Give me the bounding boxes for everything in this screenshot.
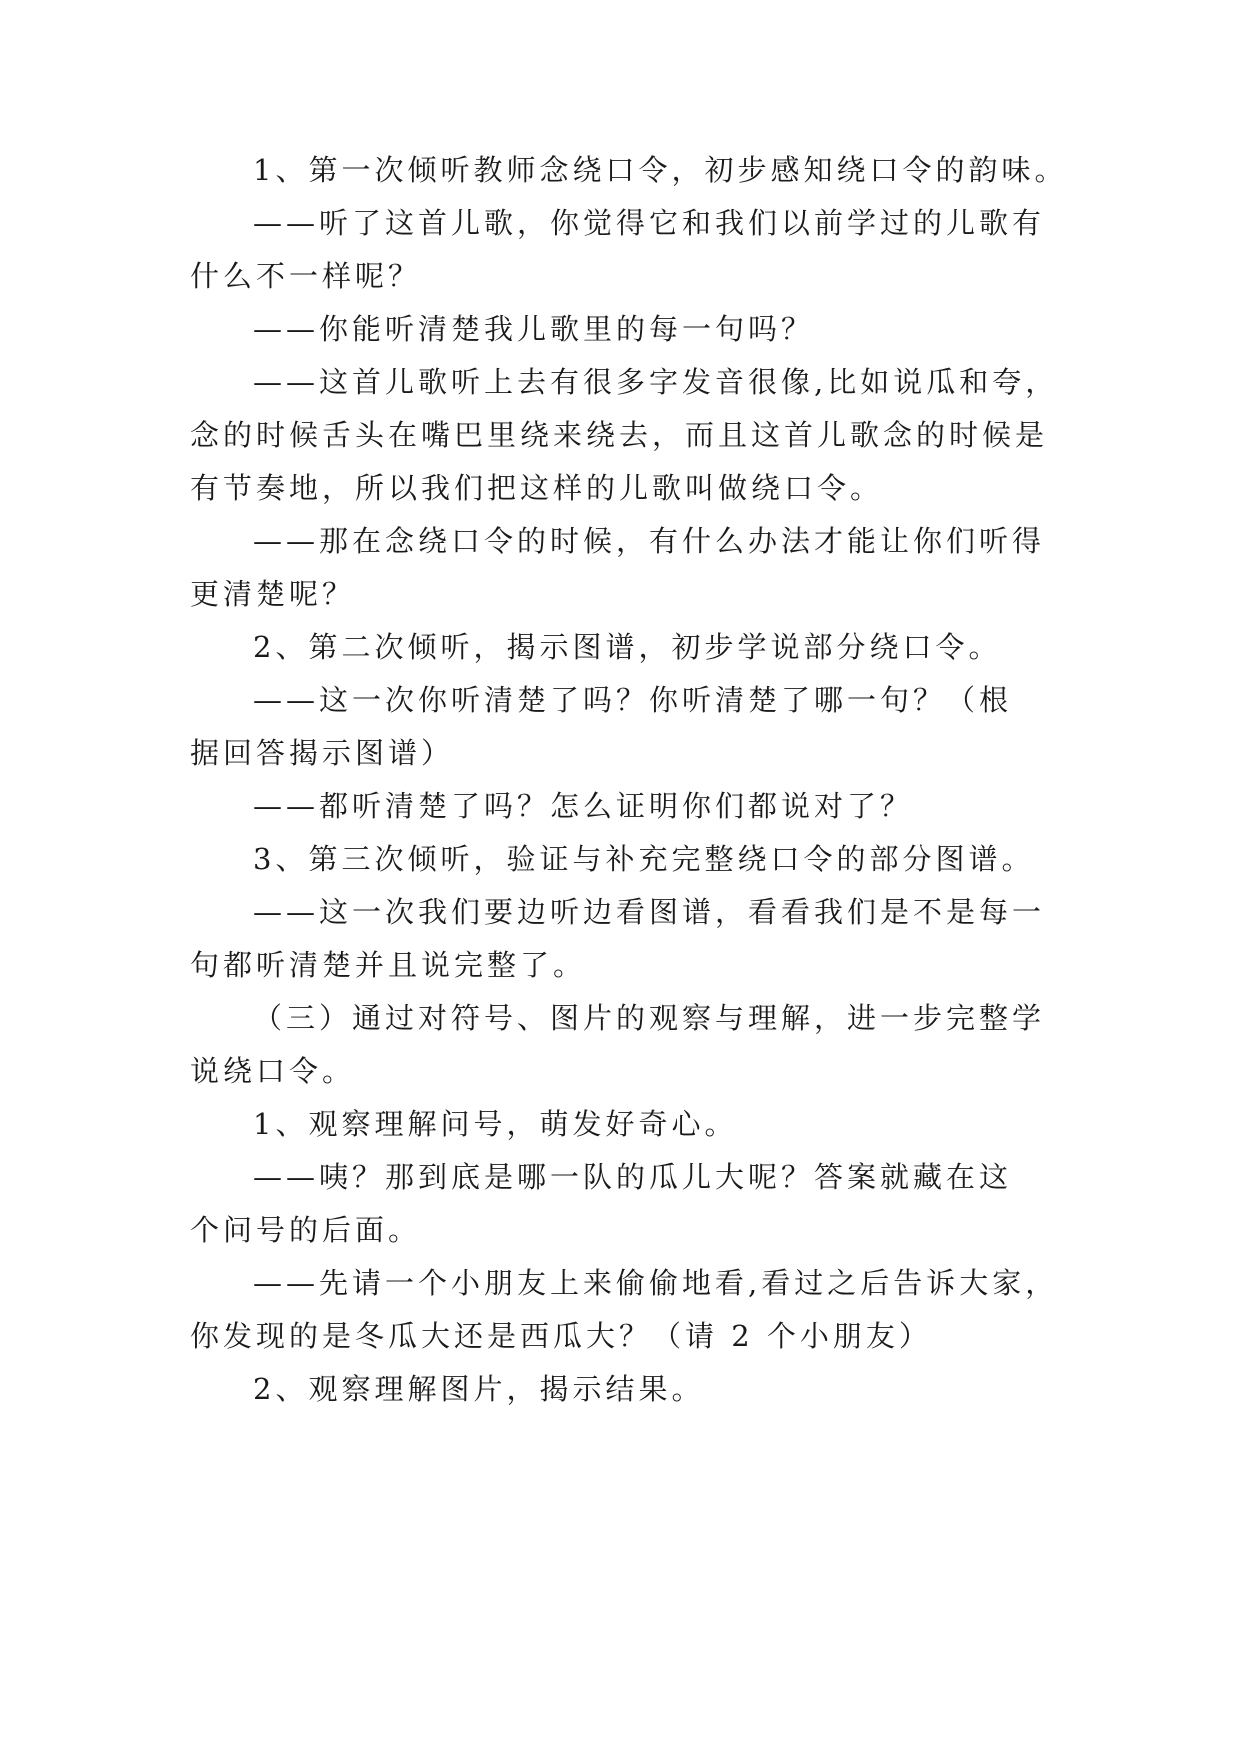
paragraph-line: 有节奏地，所以我们把这样的儿歌叫做绕口令。 bbox=[190, 471, 884, 505]
paragraph-line: 1、观察理解问号，萌发好奇心。 bbox=[253, 1107, 738, 1141]
paragraph-line: ——这一次我们要边听边看图谱，看看我们是不是每一 bbox=[253, 895, 1046, 929]
paragraph-line: 1、第一次倾听教师念绕口令，初步感知绕口令的韵味。 bbox=[253, 153, 1068, 187]
paragraph-line: 念的时候舌头在嘴巴里绕来绕去，而且这首儿歌念的时候是 bbox=[190, 418, 1049, 452]
paragraph-line: 什么不一样呢？ bbox=[190, 259, 422, 293]
paragraph-line: 2、观察理解图片，揭示结果。 bbox=[253, 1372, 705, 1406]
section-heading-continued: 说绕口令。 bbox=[190, 1054, 356, 1088]
paragraph-line: 句都听清楚并且说完整了。 bbox=[190, 948, 587, 982]
paragraph-line: ——这一次你听清楚了吗？你听清楚了哪一句？（根 bbox=[253, 683, 1013, 717]
paragraph-line: 个问号的后面。 bbox=[190, 1213, 422, 1247]
paragraph-line: ——那在念绕口令的时候，有什么办法才能让你们听得 bbox=[253, 524, 1046, 558]
paragraph-line: ——咦？那到底是哪一队的瓜儿大呢？答案就藏在这 bbox=[253, 1160, 1013, 1194]
paragraph-line: 你发现的是冬瓜大还是西瓜大？（请 2 个小朋友） bbox=[190, 1319, 932, 1353]
paragraph-line: ——都听清楚了吗？怎么证明你们都说对了？ bbox=[253, 789, 914, 823]
section-heading: （三）通过对符号、图片的观察与理解，进一步完整学 bbox=[253, 1001, 1046, 1035]
paragraph-line: ——听了这首儿歌，你觉得它和我们以前学过的儿歌有 bbox=[253, 206, 1046, 240]
paragraph-line: 更清楚呢？ bbox=[190, 577, 356, 611]
paragraph-line: 据回答揭示图谱） bbox=[190, 736, 455, 770]
paragraph-line: ——这首儿歌听上去有很多字发音很像,比如说瓜和夸， bbox=[253, 365, 1059, 399]
paragraph-line: ——先请一个小朋友上来偷偷地看,看过之后告诉大家， bbox=[253, 1266, 1059, 1300]
paragraph-line: ——你能听清楚我儿歌里的每一句吗？ bbox=[253, 312, 815, 346]
paragraph-line: 2、第二次倾听，揭示图谱，初步学说部分绕口令。 bbox=[253, 630, 1002, 664]
paragraph-line: 3、第三次倾听，验证与补充完整绕口令的部分图谱。 bbox=[253, 842, 1035, 876]
